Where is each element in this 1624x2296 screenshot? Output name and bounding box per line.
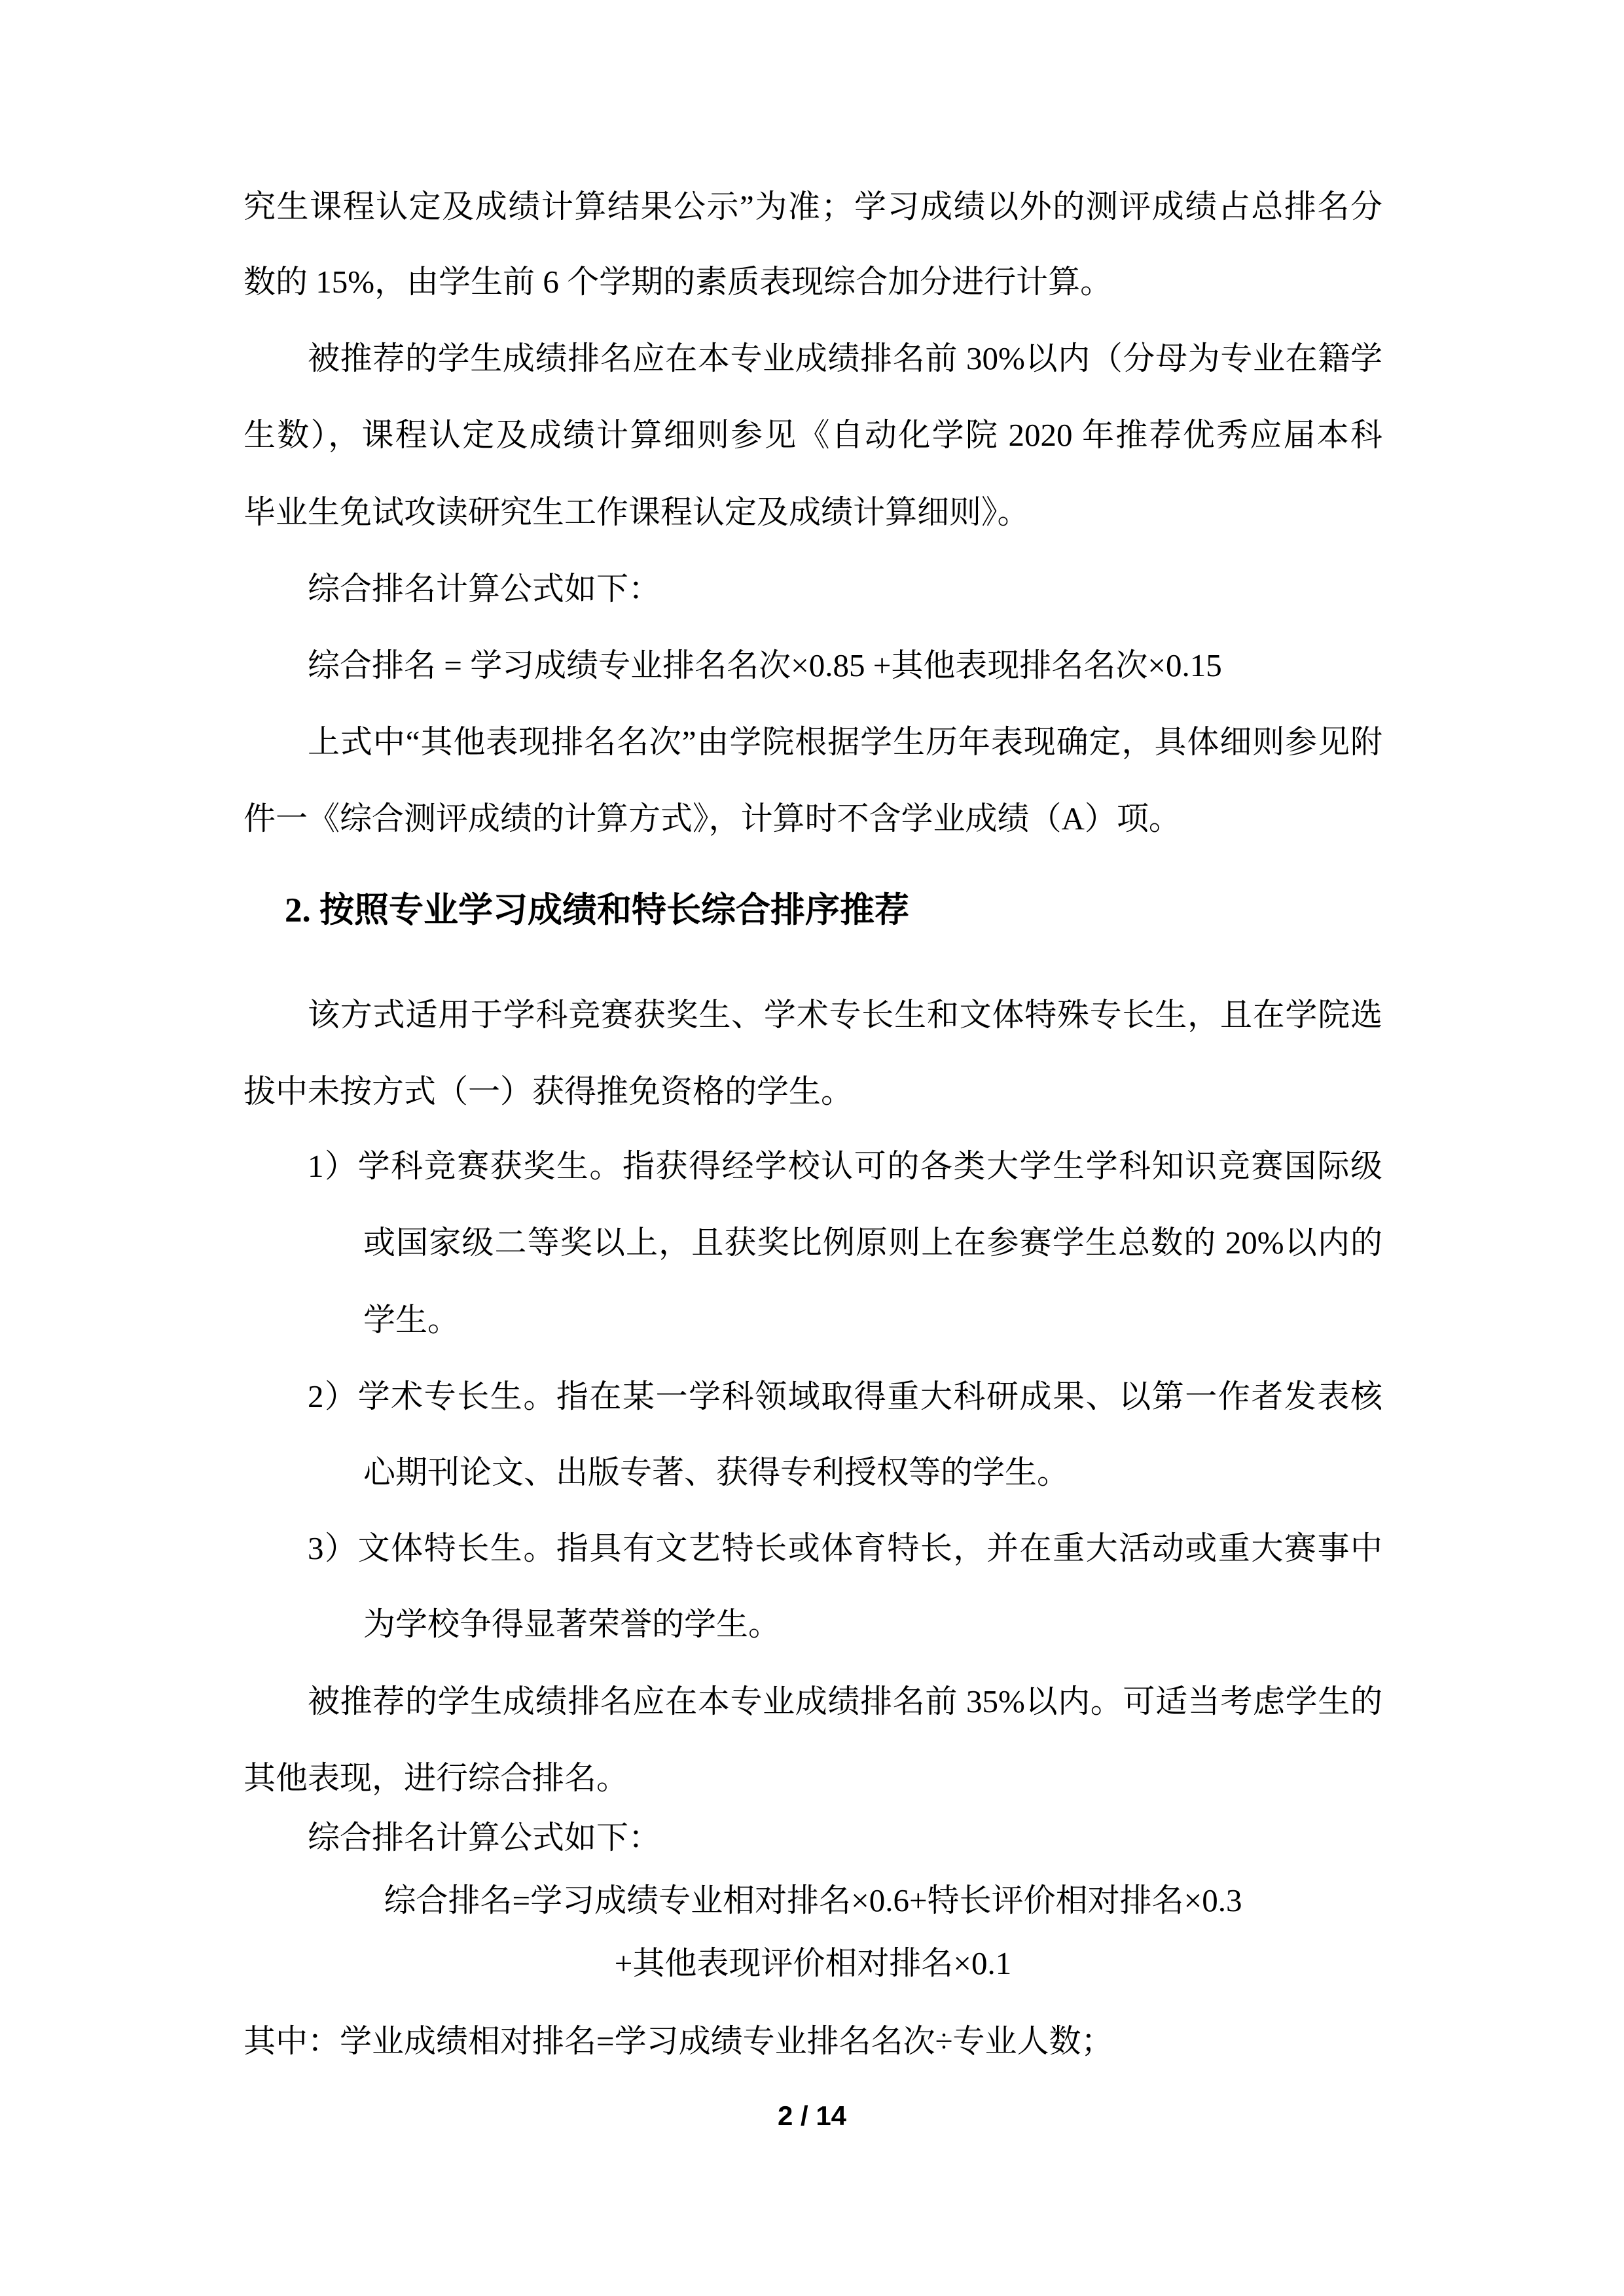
text-line: 拔中未按方式（一）获得推免资格的学生。 [244,1073,854,1109]
text-line: 被推荐的学生成绩排名应在本专业成绩排名前 30%以内（分母为专业在籍学 [308,340,1382,376]
formula-line: +其他表现评价相对排名×0.1 [614,1945,1012,1981]
text-line: 综合排名计算公式如下： [308,571,661,607]
text-line: 被推荐的学生成绩排名应在本专业成绩排名前 35%以内。可适当考虑学生的 [308,1683,1382,1719]
page-number: 2 / 14 [777,2100,847,2131]
text-line: 综合排名计算公式如下： [308,1820,661,1856]
list-item-line: 或国家级二等奖以上，且获奖比例原则上在参赛学生总数的 20%以内的 [363,1225,1382,1261]
list-item-line: 为学校争得显著荣誉的学生。 [363,1606,781,1642]
list-item-line: 3）文体特长生。指具有文艺特长或体育特长，并在重大活动或重大赛事中 [308,1530,1382,1566]
text-line: 数的 15%，由学生前 6 个学期的素质表现综合加分进行计算。 [244,264,1113,300]
list-item-line: 学生。 [363,1302,460,1338]
section-heading: 2. 按照专业学习成绩和特长综合排序推荐 [285,891,909,929]
text-line: 上式中“其他表现排名名次”由学院根据学生历年表现确定，具体细则参见附 [308,724,1382,760]
text-line: 毕业生免试攻读研究生工作课程认定及成绩计算细则》。 [244,494,1030,530]
formula-line: 综合排名=学习成绩专业相对排名×0.6+特长评价相对排名×0.3 [384,1882,1242,1918]
list-item-line: 2）学术专长生。指在某一学科领域取得重大科研成果、以第一作者发表核 [308,1378,1382,1414]
text-line: 生数），课程认定及成绩计算细则参见《自动化学院 2020 年推荐优秀应届本科 [244,417,1382,453]
formula-line: 综合排名 = 学习成绩专业排名名次×0.85 +其他表现排名名次×0.15 [308,647,1222,683]
text-line: 该方式适用于学科竞赛获奖生、学术专长生和文体特殊专长生，且在学院选 [308,997,1382,1033]
list-item-line: 心期刊论文、出版专著、获得专利授权等的学生。 [363,1454,1070,1490]
text-line: 其他表现，进行综合排名。 [244,1760,629,1796]
list-item-line: 1）学科竞赛获奖生。指获得经学校认可的各类大学生学科知识竞赛国际级 [308,1148,1382,1184]
text-line: 究生课程认定及成绩计算结果公示”为准；学习成绩以外的测评成绩占总排名分 [244,188,1382,224]
text-line: 其中：学业成绩相对排名=学习成绩专业排名名次÷专业人数； [244,2023,1113,2059]
text-line: 件一《综合测评成绩的计算方式》，计算时不含学业成绩（A）项。 [244,800,1181,836]
